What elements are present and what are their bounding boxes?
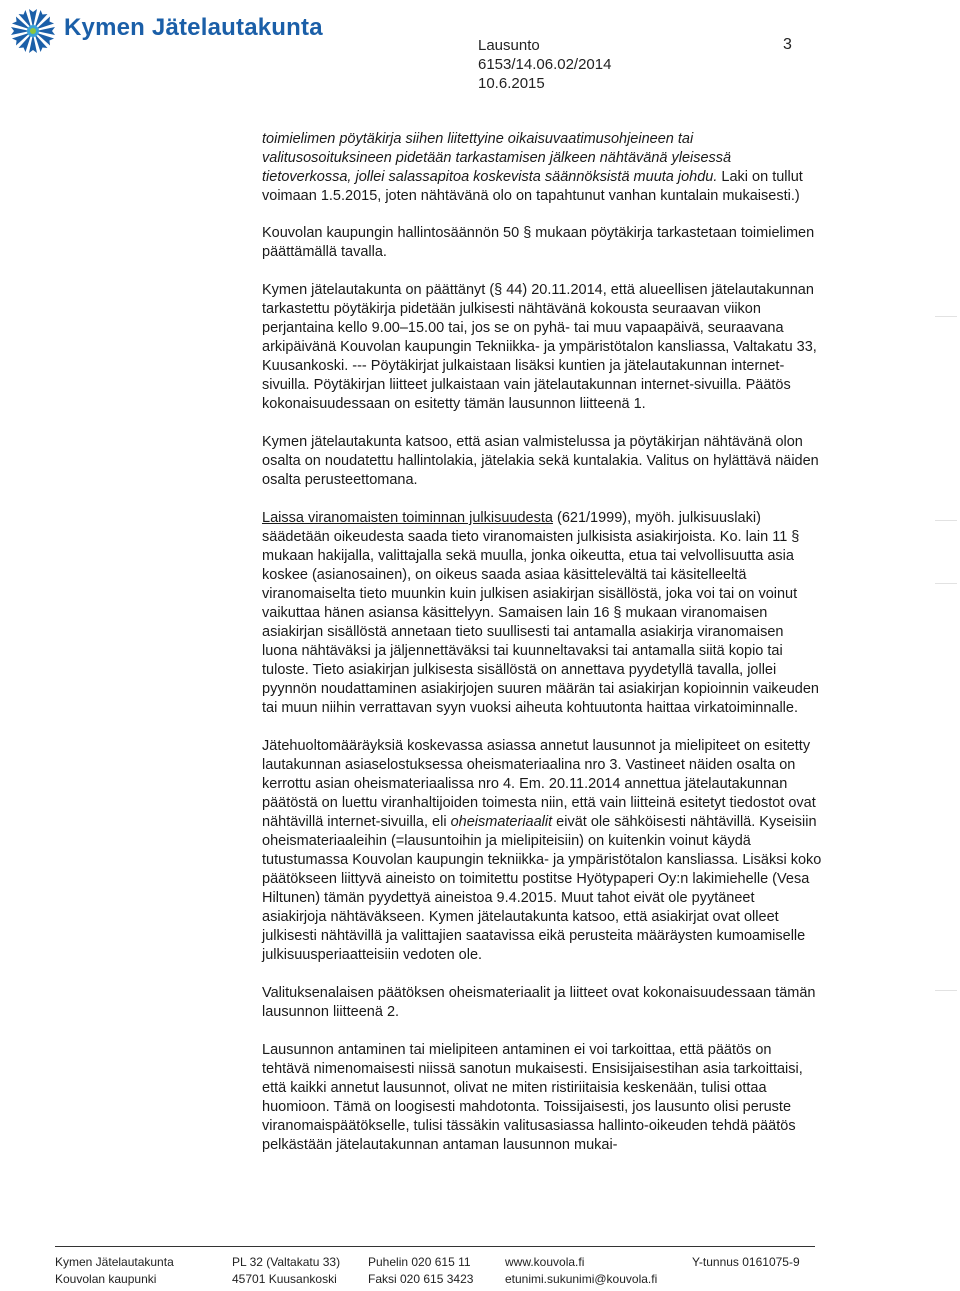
document-date: 10.6.2015 <box>478 75 545 92</box>
paragraph-4: Kymen jätelautakunta katsoo, että asian valmistelussa ja pöytäkirjan nähtävänä olon osalta on noudatettu hallintolakia, jätelakia sekä kuntalakia. Valitus on hylättävä näiden osalta perusteettomana. <box>262 434 819 488</box>
star-burst-logo-icon <box>8 6 58 56</box>
organization-name: Kymen Jätelautakunta <box>64 14 323 41</box>
footer-business-id <box>692 1254 800 1271</box>
margin-mark <box>935 316 957 317</box>
document-number: 6153/14.06.02/2014 <box>478 56 612 73</box>
paragraph-8: Lausunnon antaminen tai mielipiteen antaminen ei voi tarkoittaa, että päätös on tehtävä nimenomaisesti niissä sanotun mukaisesti. Ensisijaisestihan asia tarkoittaisi, että kaikki annetut lausunnot, olivat ne miten ristiriitaisia keskenään, tulisi ottaa huomioon. Tämä on loogisesti mahdotonta. Toissijaisesti, jos lausunto olisi peruste viranomaispäätökselle, tulisi tässäkin valitusasiassa hallinto-oikeuden tehdä päätös pelkästään jätelautakunnan antaman lausunnon mukai- <box>262 1042 803 1153</box>
margin-mark <box>935 520 957 521</box>
page-header <box>0 0 960 100</box>
document-body <box>262 130 822 1174</box>
margin-mark <box>935 990 957 991</box>
paragraph-1-rest: Laki on tullut voimaan 1.5.2015, joten nähtävänä olo on tapahtunut vanhan kuntalain mukaisesti.) <box>262 169 803 204</box>
footer-divider <box>55 1246 815 1247</box>
margin-mark <box>935 583 957 584</box>
footer-organization <box>55 1254 174 1288</box>
paragraph-5-rest: (621/1999), myöh. julkisuuslaki) säädetään oikeudesta saada tieto viranomaisten julkisista asiakirjoista. Ko. lain 11 § mukaan hakijalla, valittajalla sekä muulla, jonka oikeutta, etua tai velvollisuutta asia koskee (asianosainen), on oikeus saada asiaa käsittelevältä tai käsitelleeltä viranomaiselta tieto muunkin kuin julkisen asiakirjan sisällöstä, joka voi tai on voinut vaikuttaa hänen asiansa käsittelyyn. Samaisen lain 16 § mukaan viranomaisen asiakirjan sisällöstä annetaan tieto suullisesti tai antamalla asiakirja viranomaisen luona nähtäväksi ja jäljennettäväksi tai kuunneltavaksi tai antamalla siitä kopio tai tuloste. Tieto asiakirjan julkisesta sisällöstä on annettava pyydetyllä tavalla, jollei pyynnön noudattaminen asiakirjojen suuren määrän tai asiakirjan kopioinnin vaikeuden tai muun niihin verrattavan syyn vuoksi aiheuta kohtuutonta haittaa virkatoiminnalle. <box>262 510 819 716</box>
footer-y-tunnus: Y-tunnus 0161075-9 <box>692 1255 800 1269</box>
page-number: 3 <box>783 36 792 53</box>
footer-address <box>232 1254 340 1288</box>
footer-website: www.kouvola.fi <box>505 1255 585 1269</box>
paragraph-1 <box>262 130 822 206</box>
footer-po-box: PL 32 (Valtakatu 33) <box>232 1255 341 1269</box>
document-type: Lausunto <box>478 37 540 54</box>
paragraph-2: Kouvolan kaupungin hallintosäännön 50 § mukaan pöytäkirja tarkastetaan toimielimen päättämällä tavalla. <box>262 225 815 260</box>
paragraph-6-part-a: Jätehuoltomääräyksiä koskevassa asiassa annetut lausunnot ja mielipiteet on esitetty lautakunnan asiaselostuksessa oheismateriaalina nro 3. Vastineet näiden osalta on kerrottu asian oheismateriaalissa nro 4. Em. 20.11.2014 annettua jätelautakunnan päätöstä on luettu viranhaltijoiden toimesta niin, että vain liitteinä esitetyt tiedostot ovat nähtävillä internet-sivuilla, eli <box>262 738 816 830</box>
paragraph-7: Valituksenalaisen päätöksen oheismateriaalit ja liitteet ovat kokonaisuudessaan tämän lausunnon liitteenä 2. <box>262 985 816 1020</box>
law-title-underlined: Laissa viranomaisten toiminnan julkisuudesta <box>262 510 553 526</box>
footer-phone-number: Puhelin 020 615 11 <box>368 1255 471 1269</box>
paragraph-5 <box>262 509 822 718</box>
footer-fax-number: Faksi 020 615 3423 <box>368 1272 474 1286</box>
footer-email: etunimi.sukunimi@kouvola.fi <box>505 1272 658 1286</box>
footer-city: Kouvolan kaupunki <box>55 1272 157 1286</box>
paragraph-3: Kymen jätelautakunta on päättänyt (§ 44) 20.11.2014, että alueellisen jätelautakunnan tarkastettu pöytäkirja pidetään julkisesti nähtävänä kokousta seuraavan viikon perjantaina kello 9.00–15.00 tai, jos se on pyhä- tai muu vapaapäivä, seuraavana arkipäivänä Kouvolan kaupungin Tekniikka- ja ympäristötalon kansliassa, Valtakatu 33, Kuusankoski. --- Pöytäkirjat julkaistaan lisäksi kuntien ja jätelautakunnan internet-sivuilla. Pöytäkirjan liitteet julkaistaan vain jätelautakunnan internet-sivuilla. Päätös kokonaisuudessaan on esitetty tämän lausunnon liitteenä 1. <box>262 282 817 412</box>
footer-web <box>505 1254 657 1288</box>
footer-org-name: Kymen Jätelautakunta <box>55 1255 174 1269</box>
paragraph-6-part-b: eivät ole sähköisesti nähtävillä. Kyseisiin oheismateriaaleihin (=lausuntoihin ja mielipiteisiin) on kuitenkin voinut käydä tutustumassa Kouvolan kaupungin tekniikka- ja ympäristötalon kansliassa. Lisäksi koko päätökseen liittyvä aineisto on toimitettu postitse Hyötypaperi Oy:n lakimiehelle (Vesa Hiltunen) tämän pyydettyä aineistoa 9.4.2015. Muut tahot eivät ole pyytäneet asiakirjoja nähtäväkseen. Kymen jätelautakunta katsoo, että asiakirjat ovat olleet julkisesti nähtävillä ja valittajien saatavissa eikä perusteita määräysten kumoamiselle julkisuusperiaatteisiin vedoten ole. <box>262 814 822 963</box>
paragraph-6 <box>262 737 822 965</box>
footer-postal: 45701 Kuusankoski <box>232 1272 337 1286</box>
footer-phone <box>368 1254 473 1288</box>
quoted-law-text: toimielimen pöytäkirja siihen liitettyine oikaisuvaatimusohjeineen tai valitusosoituksineen pidetään tarkastamisen jälkeen nähtävänä yleisessä tietoverkossa, jollei salassapitoa koskevista säännöksistä muuta johdu. <box>262 131 732 185</box>
paragraph-6-italic: oheismateriaalit <box>450 814 553 830</box>
document-info <box>478 36 611 93</box>
